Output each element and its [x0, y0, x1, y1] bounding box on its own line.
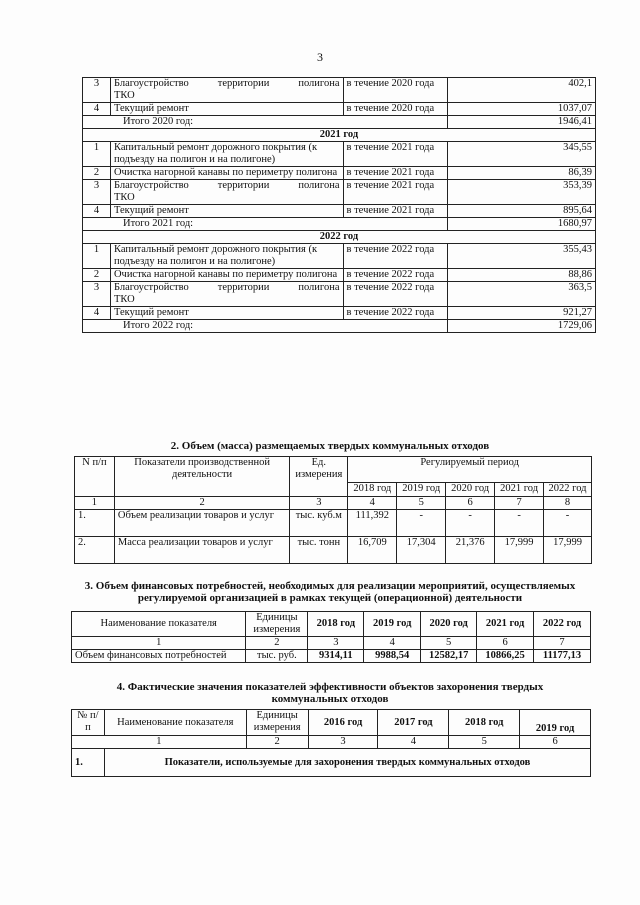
column-index: 8	[544, 497, 592, 510]
row-num: 3	[83, 78, 111, 103]
row-period: в течение 2021 года	[343, 142, 448, 167]
row-num: 1.	[72, 749, 105, 777]
measure-row	[83, 205, 596, 218]
row-period: в течение 2022 года	[343, 282, 448, 307]
year-header: 2021 год	[477, 612, 534, 637]
section4-title-line2: коммунальных отходов	[271, 693, 389, 705]
header-indicator: Показатели производственной деятельности	[114, 457, 290, 497]
row-period: в течение 2022 года	[343, 269, 448, 282]
row-value: 17,999	[544, 537, 592, 564]
row-value: 111,392	[348, 510, 397, 537]
row-value: -	[495, 510, 544, 537]
year-heading: 2021 год	[83, 129, 596, 142]
row-unit: тыс. куб.м	[290, 510, 348, 537]
page-number: 3	[317, 50, 323, 64]
row-total-label: Итого 2021 год:	[83, 218, 448, 231]
row-value: 17,304	[397, 537, 446, 564]
row-value: 21,376	[446, 537, 495, 564]
row-num: 3	[83, 180, 111, 205]
column-index: 3	[308, 736, 378, 749]
row-name: Капитальный ремонт дорожного покрытия (к подъезду на полигон и на полигоне)	[110, 142, 343, 167]
measure-row	[83, 167, 596, 180]
row-num: 4	[83, 205, 111, 218]
year-header: 2019 год	[520, 710, 591, 736]
header-num: N п/п	[75, 457, 115, 497]
measure-row	[83, 307, 596, 320]
measure-row	[83, 282, 596, 307]
row-period: в течение 2021 года	[343, 167, 448, 180]
row-value: 9314,11	[308, 650, 364, 663]
row-value: 921,27	[448, 307, 596, 320]
row-name-line1: Благоустройство территории полигона	[113, 282, 340, 293]
row-period: в течение 2020 года	[343, 78, 448, 103]
row-period: в течение 2022 года	[343, 244, 448, 269]
table-row	[75, 510, 592, 537]
row-value: 10866,25	[477, 650, 534, 663]
column-index: 1	[72, 637, 246, 650]
row-num: 2.	[75, 537, 115, 564]
row-name	[110, 282, 343, 307]
column-index: 5	[421, 637, 477, 650]
header-unit: Единицы измерения	[246, 710, 308, 736]
row-name: Текущий ремонт	[110, 307, 343, 320]
row-value: -	[397, 510, 446, 537]
row-name: Объем реализации товаров и услуг	[114, 510, 290, 537]
column-index: 3	[308, 637, 364, 650]
row-num: 1	[83, 244, 111, 269]
row-period: в течение 2021 года	[343, 180, 448, 205]
year-header: 2020 год	[421, 612, 477, 637]
table-row	[75, 537, 592, 564]
column-index: 3	[290, 497, 348, 510]
row-num: 2	[83, 167, 111, 180]
column-index: 6	[477, 637, 534, 650]
column-index: 5	[449, 736, 520, 749]
row-value: 355,43	[448, 244, 596, 269]
row-value: 353,39	[448, 180, 596, 205]
measure-row	[83, 129, 596, 142]
row-num: 3	[83, 282, 111, 307]
row-total-label: Итого 2022 год:	[83, 320, 448, 333]
row-total-value: 1680,97	[448, 218, 596, 231]
row-name: Текущий ремонт	[110, 103, 343, 116]
row-label: Показатели, используемые для захоронения твердых коммунальных отходов	[104, 749, 590, 777]
year-header: 2016 год	[308, 710, 378, 736]
row-value: 88,86	[448, 269, 596, 282]
row-value: 12582,17	[421, 650, 477, 663]
year-header: 2018 год	[348, 483, 397, 497]
year-header: 2018 год	[449, 710, 520, 736]
header-unit: Ед. измерения	[290, 457, 348, 497]
row-num: 4	[83, 103, 111, 116]
header-period: Регулируемый период	[348, 457, 592, 483]
column-index: 1	[72, 736, 247, 749]
row-total-value: 1729,06	[448, 320, 596, 333]
row-period: в течение 2021 года	[343, 205, 448, 218]
row-period: в течение 2022 года	[343, 307, 448, 320]
efficiency-table	[71, 709, 591, 777]
measure-row	[83, 180, 596, 205]
row-name: Текущий ремонт	[110, 205, 343, 218]
row-name	[110, 78, 343, 103]
row-value: 11177,13	[534, 650, 591, 663]
header-name: Наименование показателя	[72, 612, 246, 637]
section4-title	[60, 681, 600, 705]
measure-row	[83, 142, 596, 167]
section4-title-line1: 4. Фактические значения показателей эффективности объектов захоронения твердых	[116, 681, 544, 693]
header-unit: Единицы измерения	[246, 612, 308, 637]
section3-title-line2: регулируемой организацией в рамках текущей (операционной) деятельности	[137, 592, 523, 604]
row-num: 1.	[75, 510, 115, 537]
row-name-line2: ТКО	[113, 90, 135, 101]
section3-title-line1: 3. Объем финансовых потребностей, необходимых для реализации мероприятий, осуществляемых	[84, 580, 576, 592]
row-name: Очистка нагорной канавы по периметру полигона	[110, 167, 343, 180]
row-name-line2: ТКО	[113, 294, 135, 305]
row-name: Масса реализации товаров и услуг	[114, 537, 290, 564]
waste-volume-table	[74, 456, 592, 564]
measure-row	[83, 103, 596, 116]
column-index: 5	[397, 497, 446, 510]
year-header: 2018 год	[308, 612, 364, 637]
financial-needs-table	[71, 611, 591, 663]
header-num: № п/п	[72, 710, 105, 736]
measure-row	[83, 218, 596, 231]
row-value: 16,709	[348, 537, 397, 564]
year-header: 2021 год	[495, 483, 544, 497]
column-index: 7	[495, 497, 544, 510]
section3-title	[60, 580, 600, 604]
year-header: 2019 год	[364, 612, 421, 637]
row-value: 1037,07	[448, 103, 596, 116]
year-header: 2017 год	[378, 710, 449, 736]
row-value: 402,1	[448, 78, 596, 103]
row-name: Объем финансовых потребностей	[72, 650, 246, 663]
row-period: в течение 2020 года	[343, 103, 448, 116]
measure-row	[83, 269, 596, 282]
row-name-line1: Благоустройство территории полигона	[113, 180, 340, 191]
column-index: 1	[75, 497, 115, 510]
row-num: 1	[83, 142, 111, 167]
row-num: 4	[83, 307, 111, 320]
row-value: 17,999	[495, 537, 544, 564]
year-heading: 2022 год	[83, 231, 596, 244]
measure-row	[83, 116, 596, 129]
column-index: 6	[446, 497, 495, 510]
column-index: 7	[534, 637, 591, 650]
row-name: Капитальный ремонт дорожного покрытия (к подъезду на полигон и на полигоне)	[110, 244, 343, 269]
row-value: -	[544, 510, 592, 537]
header-name: Наименование показателя	[104, 710, 246, 736]
row-name-line2: ТКО	[113, 192, 135, 203]
row-name	[110, 180, 343, 205]
row-value: 363,5	[448, 282, 596, 307]
row-name: Очистка нагорной канавы по периметру полигона	[110, 269, 343, 282]
column-index: 2	[114, 497, 290, 510]
row-value: 895,64	[448, 205, 596, 218]
column-index: 2	[246, 637, 308, 650]
row-value: 345,55	[448, 142, 596, 167]
row-total-label: Итого 2020 год:	[83, 116, 448, 129]
measure-row	[83, 78, 596, 103]
year-header: 2020 год	[446, 483, 495, 497]
row-value: 9988,54	[364, 650, 421, 663]
row-unit: тыс. тонн	[290, 537, 348, 564]
row-total-value: 1946,41	[448, 116, 596, 129]
row-value: -	[446, 510, 495, 537]
column-index: 2	[246, 736, 308, 749]
year-header: 2022 год	[544, 483, 592, 497]
column-index: 4	[364, 637, 421, 650]
row-unit: тыс. руб.	[246, 650, 308, 663]
row-value: 86,39	[448, 167, 596, 180]
section2-title: 2. Объем (масса) размещаемых твердых коммунальных отходов	[170, 440, 490, 452]
row-num: 2	[83, 269, 111, 282]
column-index: 6	[520, 736, 591, 749]
row-name-line1: Благоустройство территории полигона	[113, 78, 340, 89]
column-index: 4	[348, 497, 397, 510]
measure-row	[83, 231, 596, 244]
measure-row	[83, 320, 596, 333]
year-header: 2022 год	[534, 612, 591, 637]
column-index: 4	[378, 736, 449, 749]
year-header: 2019 год	[397, 483, 446, 497]
measure-row	[83, 244, 596, 269]
measures-table	[82, 77, 596, 333]
